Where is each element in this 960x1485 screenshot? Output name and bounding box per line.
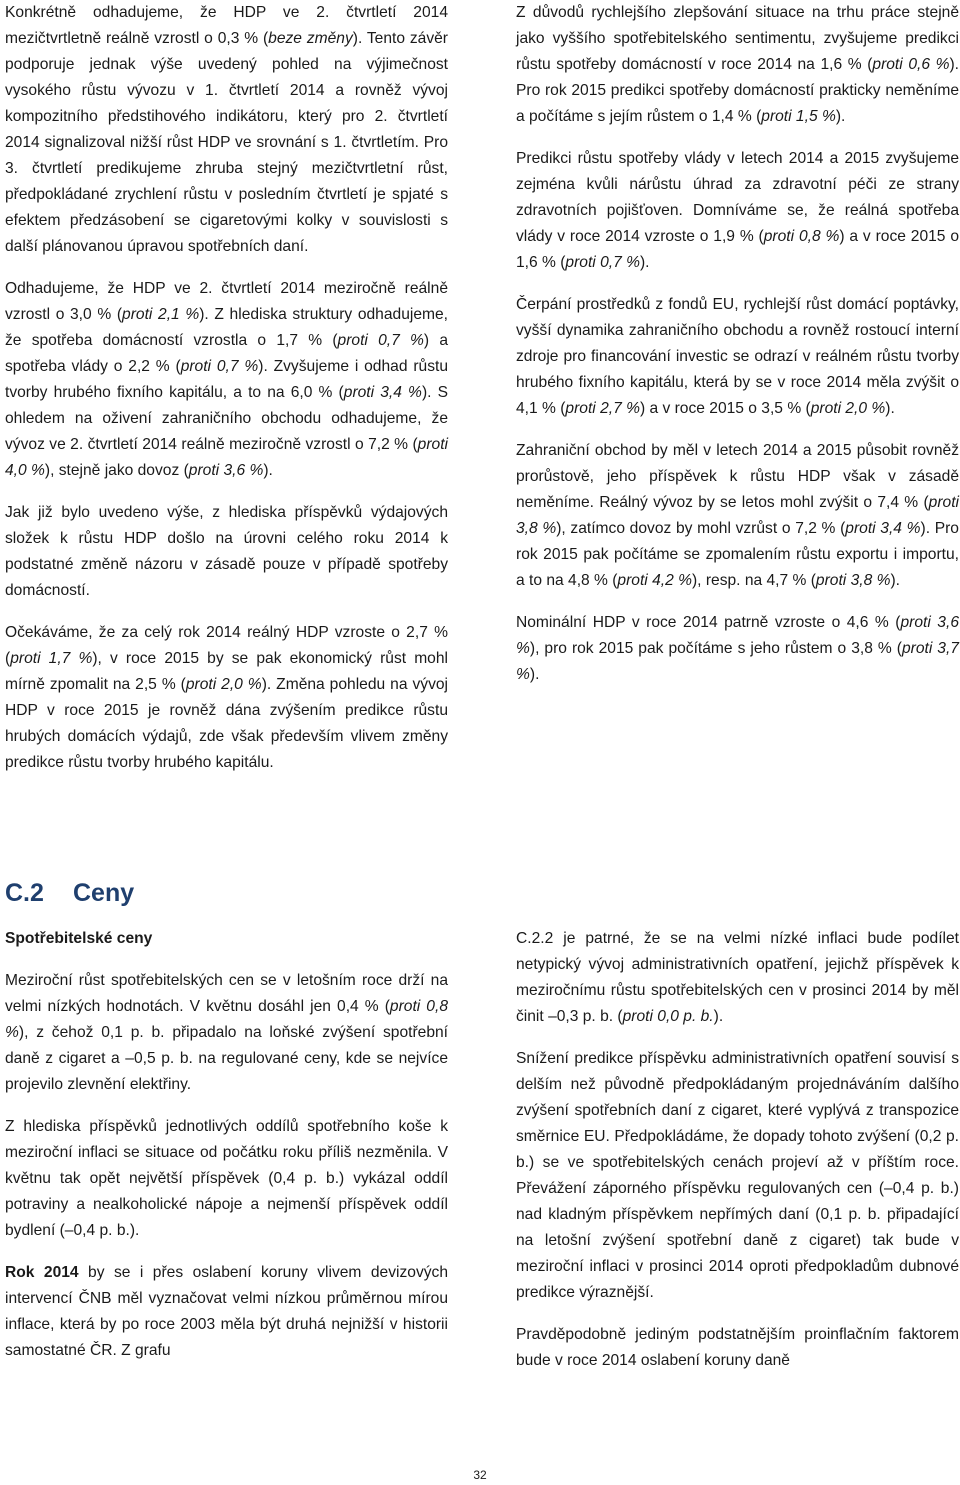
paragraph <box>516 1322 959 1374</box>
paragraph <box>5 276 448 484</box>
text-run: ), pro rok 2015 pak počítáme s jeho růstem o 3,8 % ( <box>529 640 902 657</box>
italic-run: proti 4,0 % <box>5 436 448 479</box>
text-run: Čerpání prostředků z fondů EU, rychlejší růst domácí poptávky, vyšší dynamika zahraničního obchodu a rovněž rostoucí interní zdroje pro financování investic se odrazí v reálném růstu tvorby hrubého fixního kapitálu, která by se v roce 2014 měla zvýšit o 4,1 % ( <box>516 296 959 417</box>
italic-run: proti 2,1 % <box>122 306 200 323</box>
text-run: ). <box>890 572 900 589</box>
text-run: ). Pro rok 2015 pak počítáme se zpomalením růstu exportu i importu, a to na 4,8 % ( <box>516 520 959 589</box>
italic-run: proti 0,7 % <box>180 358 259 375</box>
italic-run: proti 3,8 % <box>815 572 891 589</box>
left-bottom-paragraphs <box>5 968 448 1364</box>
text-run: Konkrétně odhadujeme, že HDP ve 2. čtvrtletí 2014 mezičtvrtletně reálně vzrostl o 0,3 % ( <box>5 4 448 47</box>
text-run: Jak již bylo uvedeno výše, z hlediska příspěvků výdajových složek k růstu HDP došlo na úrovni celého roku 2014 k podstatné změně názoru v zásadě pouze v případě spotřeby domácností. <box>5 504 448 599</box>
section-heading <box>5 876 134 910</box>
page-number: 32 <box>473 1468 487 1482</box>
subheading: Spotřebitelské ceny <box>5 930 153 947</box>
italic-run: proti 2,7 % <box>565 400 640 417</box>
text-run: ), v roce 2015 by se pak ekonomický růst mohl mírně zpomalit na 2,5 % ( <box>5 650 448 693</box>
text-column-left-bottom <box>5 926 448 1380</box>
paragraph <box>5 500 448 604</box>
text-run: Pravděpodobně jediným podstatnějším proinflačním faktorem bude v roce 2014 oslabení koruny daně <box>516 1326 959 1369</box>
text-run: Z hlediska příspěvků jednotlivých oddílů spotřebního koše k meziroční inflaci se situace od počátku roku příliš nezměnila. V květnu tak opět největší příspěvek (0,4 p. b.) vykázal oddíl potraviny a nealkoholické nápoje a nejmenší příspěvek oddíl bydlení (–0,4 p. b.). <box>5 1118 448 1239</box>
text-run: ). Z hlediska struktury odhadujeme, že spotřeba domácností vzrostla o 1,7 % ( <box>5 306 449 349</box>
italic-run: proti 0,8 % <box>5 998 448 1041</box>
italic-run: proti 3,8 % <box>516 494 959 537</box>
text-run: Predikci růstu spotřeby vlády v letech 2014 a 2015 zvyšujeme zejména kvůli nárůstu úhrad za zdravotní péči ze strany zdravotních pojišťoven. Domníváme se, že reálná spotřeba vlády v roce 2014 vzroste o 1,9 % ( <box>516 150 959 245</box>
text-run: Zahraniční obchod by měl v letech 2014 a 2015 působit rovněž prorůstově, jeho příspěvek k růstu HDP však v zásadě neměníme. Reálný vývoz by se letos mohl zvýšit o 7,4 % ( <box>516 442 959 511</box>
italic-run: proti 0,6 % <box>872 56 950 73</box>
text-run: ). Tento závěr podporuje jednak výše uvedený pohled na výjimečnost vysokého růstu vývozu v 1. čtvrtletí 2014 a rovněž vývoj kompozitního předstihového indikátoru, který pro 2. čtvrtletí 2014 signalizoval nižší růst HDP ve srovnání s 1. čtvrtletím. Pro 3. čtvrtletí predikujeme zhruba stejný mezičtvrtletní růst, předpokládané zrychlení růstu v posledním čtvrtletí je spjaté s efektem předzásobení se cigaretovými kolky v souvislosti s další plánovanou úpravou spotřebních daní. <box>5 30 449 255</box>
text-run: ), z čehož 0,1 p. b. připadalo na loňské zvýšení spotřební daně z cigaret a –0,5 p. b. na regulované ceny, kde se nejvíce projevilo zlevnění elektřiny. <box>5 1024 448 1093</box>
text-run: ) a spotřeba vlády o 2,2 % ( <box>5 332 449 375</box>
text-run: ). <box>713 1008 724 1025</box>
section-number: C.2 <box>5 879 44 907</box>
paragraph <box>516 1046 959 1306</box>
text-run: ). Změna pohledu na vývoj HDP v roce 2015 je rovněž dána zvýšením predikce růstu hrubých domácích výdajů, zde však především vlivem změny predikce růstu tvorby hrubého kapitálu. <box>5 676 448 771</box>
text-run: Snížení predikce příspěvku administrativních opatření souvisí s delším než původně předpokládaným projednáváním dalšího zvýšení spotřebních daní z cigaret, které vyplývá z transpozice směrnice EU. Předpokládáme, že dopady tohoto zvýšení (0,2 p. b.) se ve spotřebitelských cenách projeví až v příštím roce. Převážení záporného příspěvku regulovaných cen (–0,4 p. b.) nad kladným příspěvkem nepřímých daní (0,1 p. b. připadající na letošní zvýšení spotřební daně z cigaret) tak bude v meziroční inflaci v prosinci 2014 oproti předpokladům dubnové predikce výraznější. <box>516 1050 959 1301</box>
text-run: ). <box>835 108 846 125</box>
text-run: ). <box>529 666 540 683</box>
text-run: ) a v roce 2015 o 1,6 % ( <box>516 228 959 271</box>
italic-run: proti 0,7 % <box>565 254 640 271</box>
text-run: ). <box>263 462 273 479</box>
text-run: ). Zvyšujeme i odhad růstu tvorby hrubého fixního kapitálu, a to na 6,0 % ( <box>5 358 448 401</box>
italic-run: proti 0,8 % <box>763 228 840 245</box>
text-run: Nominální HDP v roce 2014 patrně vzroste o 4,6 % ( <box>516 614 901 631</box>
text-run: ). <box>885 400 895 417</box>
italic-run: proti 2,0 % <box>810 400 886 417</box>
paragraph <box>516 610 959 688</box>
text-run: Z důvodů rychlejšího zlepšování situace na trhu práce stejně jako vyššího spotřebitelského sentimentu, zvyšujeme predikci růstu spotřeby domácností v roce 2014 na 1,6 % ( <box>516 4 959 73</box>
italic-run: proti 3,4 % <box>845 520 921 537</box>
italic-run: proti 3,4 % <box>343 384 422 401</box>
italic-run: proti 0,7 % <box>337 332 424 349</box>
section-title: Ceny <box>73 879 135 907</box>
text-run: ), stejně jako dovoz ( <box>44 462 189 479</box>
italic-run: proti 0,0 p. b. <box>622 1008 714 1025</box>
text-run: by se i přes oslabení koruny vlivem devizových intervencí ČNB měl vyznačovat velmi nízkou průměrnou mírou inflace, která by po roce 2003 měla být druhá nejnižší v historii samostatné ČR. Z grafu <box>5 1264 449 1359</box>
text-run: C.2.2 je patrné, že se na velmi nízké inflaci bude podílet netypický vývoj administrativních opatření, jejichž příspěvek k meziročnímu růstu spotřebitelských cen v prosinci 2014 by měl činit –0,3 p. b. ( <box>516 930 959 1025</box>
text-run: ). S ohledem na oživení zahraničního obchodu odhadujeme, že vývoz ve 2. čtvrtletí 2014 reálně meziročně vzrostl o 7,2 % ( <box>5 384 449 453</box>
text-run: ). <box>639 254 650 271</box>
paragraph <box>5 1260 448 1364</box>
italic-run: proti 1,7 % <box>10 650 93 667</box>
bold-run: Rok 2014 <box>5 1264 79 1281</box>
paragraph <box>516 926 959 1030</box>
paragraph <box>516 0 959 130</box>
text-column-right-top <box>516 0 959 704</box>
italic-run: proti 3,6 % <box>516 614 959 657</box>
paragraph <box>5 1114 448 1244</box>
italic-run: proti 4,2 % <box>617 572 692 589</box>
text-run: ). Pro rok 2015 predikci spotřeby domácností prakticky neměníme a počítáme s jejím růstem o 1,4 % ( <box>516 56 959 125</box>
italic-run: proti 3,6 % <box>188 462 264 479</box>
text-run: Odhadujeme, že HDP ve 2. čtvrtletí 2014 meziročně reálně vzrostl o 3,0 % ( <box>5 280 448 323</box>
text-column-right-bottom <box>516 926 959 1390</box>
paragraph <box>5 968 448 1098</box>
text-run: ), resp. na 4,7 % ( <box>691 572 816 589</box>
paragraph <box>5 620 448 776</box>
text-run: Očekáváme, že za celý rok 2014 reálný HDP vzroste o 2,7 % ( <box>5 624 448 667</box>
italic-run: proti 1,5 % <box>761 108 836 125</box>
text-run: ) a v roce 2015 o 3,5 % ( <box>639 400 811 417</box>
text-run: ), zatímco dovoz by mohl vzrůst o 7,2 % ( <box>556 520 846 537</box>
italic-run: proti 2,0 % <box>185 676 262 693</box>
text-column-left-top <box>5 0 448 792</box>
italic-run: proti 3,7 % <box>516 640 959 683</box>
italic-run: beze změny <box>268 30 353 47</box>
paragraph <box>516 146 959 276</box>
paragraph <box>5 0 448 260</box>
paragraph <box>516 438 959 594</box>
paragraph <box>516 292 959 422</box>
text-run: Meziroční růst spotřebitelských cen se v letošním roce drží na velmi nízkých hodnotách. V květnu dosáhl jen 0,4 % ( <box>5 972 448 1015</box>
